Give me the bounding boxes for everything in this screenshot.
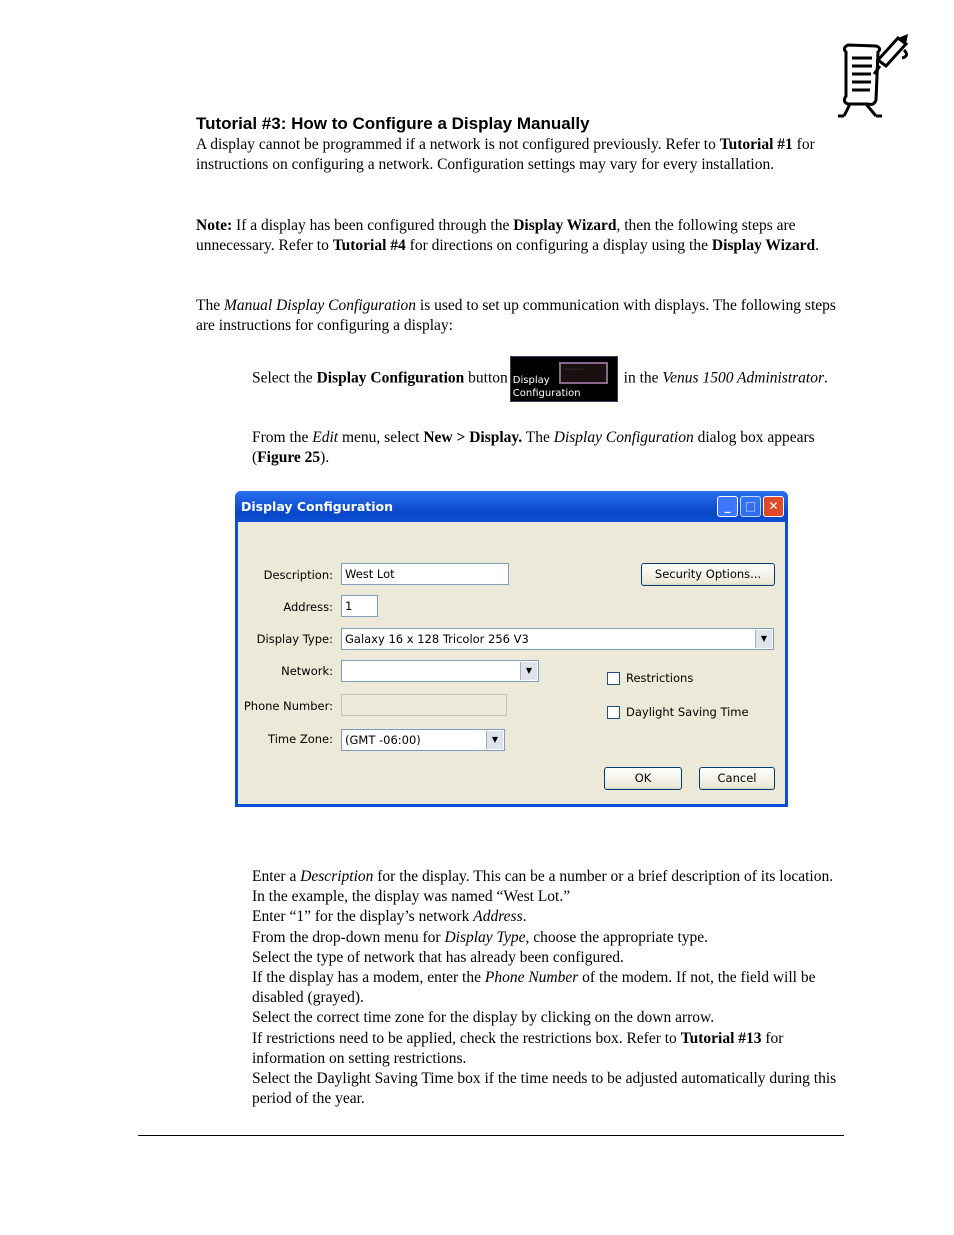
note-paragraph: Note: If a display has been configured through the Display Wizard, then the following steps are unnecessary. Refer to Tutorial #4 for directions on configuring a display using the Display Wizard. — [196, 217, 819, 255]
step-1-text-after: in the Venus 1500 Administrator. — [619, 369, 828, 387]
step-phone-number: If the display has a modem, enter the Phone Number of the modem. If not, the field will be disabled (grayed). — [252, 969, 816, 1007]
restrictions-checkbox[interactable] — [607, 672, 620, 685]
chevron-down-icon[interactable]: ▼ — [486, 731, 503, 749]
display-type-select[interactable] — [341, 628, 774, 650]
address-field[interactable]: 1 — [341, 595, 378, 617]
close-button[interactable]: ✕ — [763, 496, 784, 517]
time-zone-value: (GMT -06:00) — [345, 733, 421, 747]
step-select-display-configuration — [252, 356, 842, 402]
display-configuration-dialog — [235, 491, 788, 807]
instruction-steps — [252, 867, 842, 1109]
footer-divider — [138, 1135, 844, 1136]
time-zone-label: Time Zone: — [268, 732, 333, 746]
step-edit-menu: From the Edit menu, select New > Display. The Display Configuration dialog box appears (Figure 25). — [252, 429, 815, 467]
intro-paragraph: A display cannot be programmed if a network is not configured previously. Refer to Tutorial #1 for instructions on configuring a network. Configuration settings may vary for every installation. — [196, 136, 815, 174]
description-field[interactable]: West Lot — [341, 563, 509, 585]
step-daylight-saving: Select the Daylight Saving Time box if the time needs to be adjusted automatically during this period of the year. — [252, 1070, 837, 1108]
dialog-body — [238, 522, 785, 804]
cancel-button[interactable]: Cancel — [699, 767, 775, 790]
restrictions-label: Restrictions — [626, 671, 694, 685]
daylight-saving-checkbox-row[interactable] — [607, 705, 749, 719]
display-sign-icon: ⋯⋯⋯ — [559, 362, 608, 384]
security-options-button[interactable]: Security Options... — [641, 563, 775, 586]
step-description: Enter a Description for the display. This can be a number or a brief description of its location. In the example, the display was named “West Lot.” — [252, 868, 834, 906]
display-type-label: Display Type: — [256, 632, 333, 646]
maximize-button[interactable]: □ — [740, 496, 761, 517]
address-label: Address: — [283, 600, 333, 614]
step-1-text: Select the Display Configuration button — [252, 369, 508, 387]
dialog-titlebar[interactable] — [235, 491, 788, 522]
network-select[interactable] — [341, 660, 539, 682]
daylight-saving-label: Daylight Saving Time — [626, 705, 749, 719]
dialog-title: Display Configuration — [241, 499, 394, 514]
scroll-writer-icon — [836, 30, 916, 120]
step-restrictions: If restrictions need to be applied, check the restrictions box. Refer to Tutorial #13 for information on setting restrictions. — [252, 1029, 784, 1067]
phone-number-label: Phone Number: — [243, 699, 333, 713]
time-zone-select[interactable] — [341, 729, 505, 751]
restrictions-checkbox-row[interactable] — [607, 671, 693, 685]
daylight-saving-checkbox[interactable] — [607, 706, 620, 719]
manual-config-paragraph: The Manual Display Configuration is used to set up communication with displays. The following steps are instructions for configuring a display: — [196, 297, 836, 335]
step-network: Select the type of network that has already been configured. — [252, 948, 624, 966]
chevron-down-icon[interactable]: ▼ — [755, 630, 772, 648]
description-label: Description: — [263, 568, 333, 582]
phone-number-field — [341, 694, 507, 716]
minimize-button[interactable]: _ — [717, 496, 738, 517]
step-address: Enter “1” for the display’s network Address. — [252, 908, 527, 926]
step-display-type: From the drop-down menu for Display Type, choose the appropriate type. — [252, 928, 709, 946]
page-title: Tutorial #3: How to Configure a Display Manually — [196, 114, 590, 133]
ok-button[interactable]: OK — [604, 767, 682, 790]
display-configuration-button[interactable]: ⋯⋯⋯ Display Configuration — [510, 356, 618, 402]
network-label: Network: — [281, 664, 333, 678]
step-time-zone: Select the correct time zone for the display by clicking on the down arrow. — [252, 1009, 715, 1027]
display-type-value: Galaxy 16 x 128 Tricolor 256 V3 — [345, 632, 529, 646]
chevron-down-icon[interactable]: ▼ — [520, 662, 537, 680]
